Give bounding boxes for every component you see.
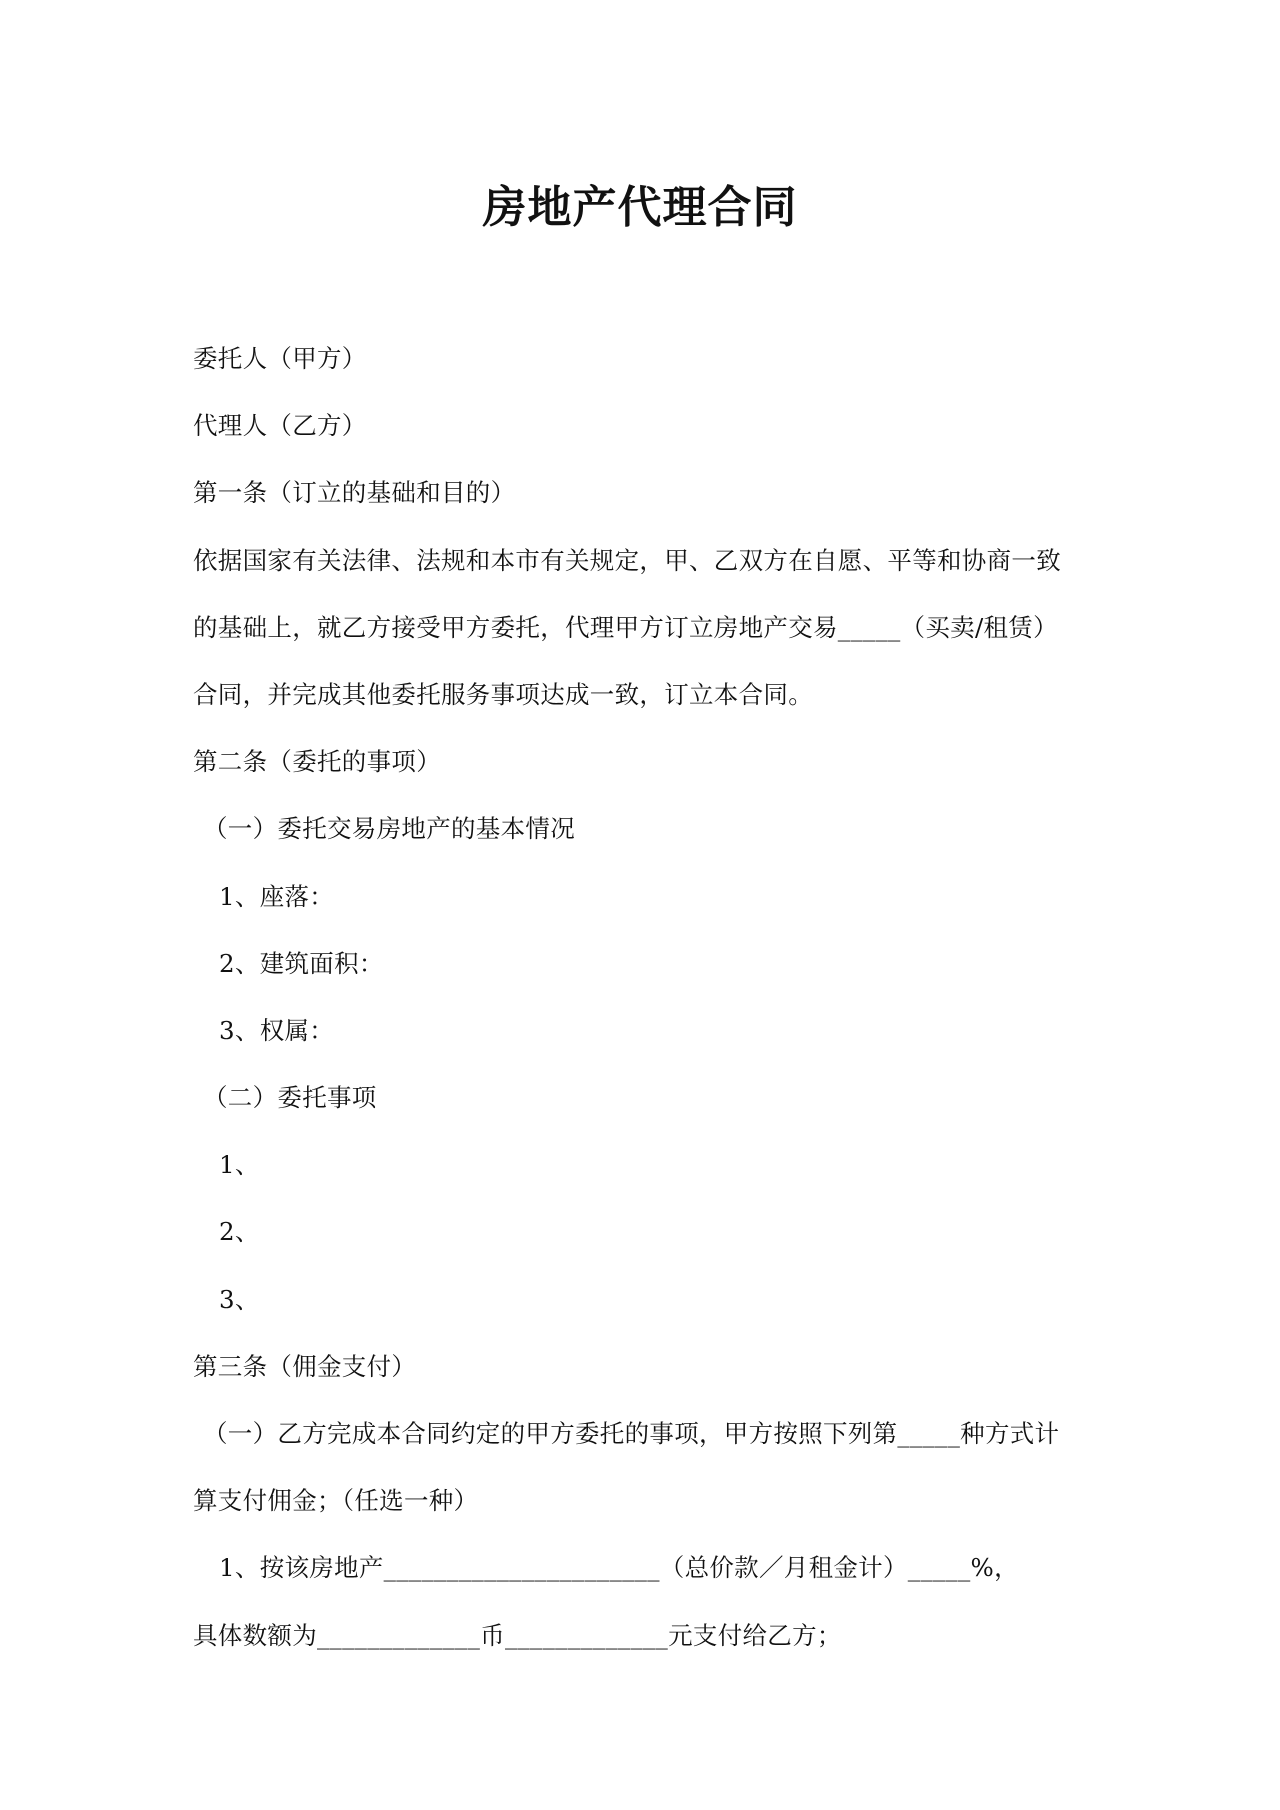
article-1-text-line-1: 依据国家有关法律、法规和本市有关规定，甲、乙双方在自愿、平等和协商一致 [193, 545, 1061, 575]
list-item: 1、 [219, 1150, 260, 1180]
article-1-heading: 第一条（订立的基础和目的） [193, 478, 516, 508]
party-b-line: 代理人（乙方） [193, 411, 367, 441]
party-a-line: 委托人（甲方） [193, 344, 367, 373]
article-3-section-1-line-1: （一）乙方完成本合同约定的甲方委托的事项，甲方按照下列第_____种方式计 [203, 1419, 1060, 1448]
commission-option-1-line-2: 具体数额为_____________币_____________元支付给乙方； [193, 1620, 842, 1650]
article-1-text-line-3: 合同，并完成其他委托服务事项达成一致，订立本合同。 [193, 679, 813, 709]
commission-option-1-line-1: 1、按该房地产______________________（总价款／月租金计）_____%， [219, 1553, 1019, 1583]
article-2-section-2: （二）委托事项 [203, 1083, 377, 1113]
article-1-text-line-2: 的基础上，就乙方接受甲方委托，代理甲方订立房地产交易_____（买卖/租赁） [193, 612, 1058, 642]
list-item-floor-area: 2、建筑面积： [219, 948, 384, 978]
article-2-section-1: （一）委托交易房地产的基本情况 [203, 814, 575, 844]
article-3-section-1-line-2: 算支付佣金；（任选一种） [193, 1486, 479, 1516]
article-3-heading: 第三条（佣金支付） [193, 1351, 417, 1381]
list-item-location: 1、座落： [219, 881, 335, 911]
list-item: 2、 [219, 1217, 260, 1247]
document-body [193, 333, 1093, 1677]
list-item: 3、 [219, 1284, 260, 1314]
document-title: 房地产代理合同 [482, 182, 798, 233]
list-item-ownership: 3、权属： [219, 1015, 335, 1045]
article-2-heading: 第二条（委托的事项） [193, 747, 441, 777]
